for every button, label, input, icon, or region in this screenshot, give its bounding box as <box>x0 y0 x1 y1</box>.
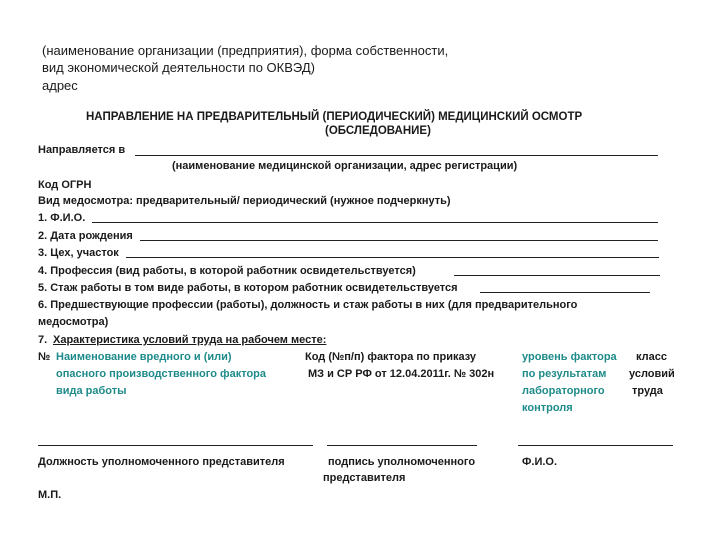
prev-profession-label-line2: медосмотра) <box>38 316 109 328</box>
signature-line[interactable] <box>327 445 477 446</box>
birth-date-label: 2. Дата рождения <box>38 230 133 242</box>
fio-signature-label: Ф.И.О. <box>522 456 558 468</box>
experience-field[interactable] <box>480 292 650 293</box>
org-name-hint-line2: вид экономической деятельности по ОКВЭД) <box>42 60 315 75</box>
factor-level-header-line2: по результатам <box>522 368 607 380</box>
profession-field[interactable] <box>454 275 660 276</box>
position-signature-line[interactable] <box>38 445 313 446</box>
shop-label: 3. Цех, участок <box>38 247 119 259</box>
signature-label-line1: подпись уполномоченного <box>328 456 476 468</box>
prev-profession-label-line1: 6. Предшествующие профессии (работы), должность и стаж работы в них (для предварительного <box>38 299 578 311</box>
factor-level-header-line3: лабораторного <box>522 385 605 397</box>
position-signature-label: Должность уполномоченного представителя <box>38 456 285 468</box>
work-conditions-number: 7. <box>38 334 48 346</box>
factor-code-header-line1: Код (№п/п) фактора по приказу <box>305 351 477 363</box>
fio-label: 1. Ф.И.О. <box>38 212 86 224</box>
org-address-label: адрес <box>42 78 78 93</box>
class-header-line1: класс <box>636 351 667 363</box>
exam-type-label: Вид медосмотра: предварительный/ периодический (нужное подчеркнуть) <box>38 195 451 207</box>
birth-date-field[interactable] <box>140 240 658 241</box>
ogrn-label: Код ОГРН <box>38 179 92 191</box>
class-header-line2: условий <box>629 368 675 380</box>
factor-name-header-line3: вида работы <box>56 385 127 397</box>
document-title-line1: НАПРАВЛЕНИЕ НА ПРЕДВАРИТЕЛЬНЫЙ (ПЕРИОДИЧЕСКИЙ) МЕДИЦИНСКИЙ ОСМОТР <box>86 111 583 123</box>
factor-level-header-line4: контроля <box>522 402 573 414</box>
stamp-place-label: М.П. <box>38 489 62 501</box>
fio-field[interactable] <box>92 222 658 223</box>
profession-label: 4. Профессия (вид работы, в которой работник освидетельствуется) <box>38 265 416 277</box>
table-num-header: № <box>38 351 51 363</box>
directed-to-field[interactable] <box>135 155 658 156</box>
factor-name-header-line1: Наименование вредного и (или) <box>56 351 232 363</box>
medical-org-hint: (наименование медицинской организации, адрес регистрации) <box>172 160 518 172</box>
document-title-line2: (ОБСЛЕДОВАНИЕ) <box>325 125 431 137</box>
experience-label: 5. Стаж работы в том виде работы, в котором работник освидетельствуется <box>38 282 458 294</box>
factor-level-header-line1: уровень фактора <box>522 351 617 363</box>
directed-to-label: Направляется в <box>38 144 126 156</box>
signature-label-line2: представителя <box>323 472 406 484</box>
shop-field[interactable] <box>126 257 659 258</box>
work-conditions-heading: Характеристика условий труда на рабочем месте: <box>53 334 327 346</box>
org-name-hint-line1: (наименование организации (предприятия), форма собственности, <box>42 43 449 58</box>
factor-name-header-line2: опасного производственного фактора <box>56 368 267 380</box>
factor-code-header-line2: МЗ и СР РФ от 12.04.2011г. № 302н <box>308 368 495 380</box>
fio-signature-line[interactable] <box>518 445 673 446</box>
class-header-line3: труда <box>632 385 663 397</box>
